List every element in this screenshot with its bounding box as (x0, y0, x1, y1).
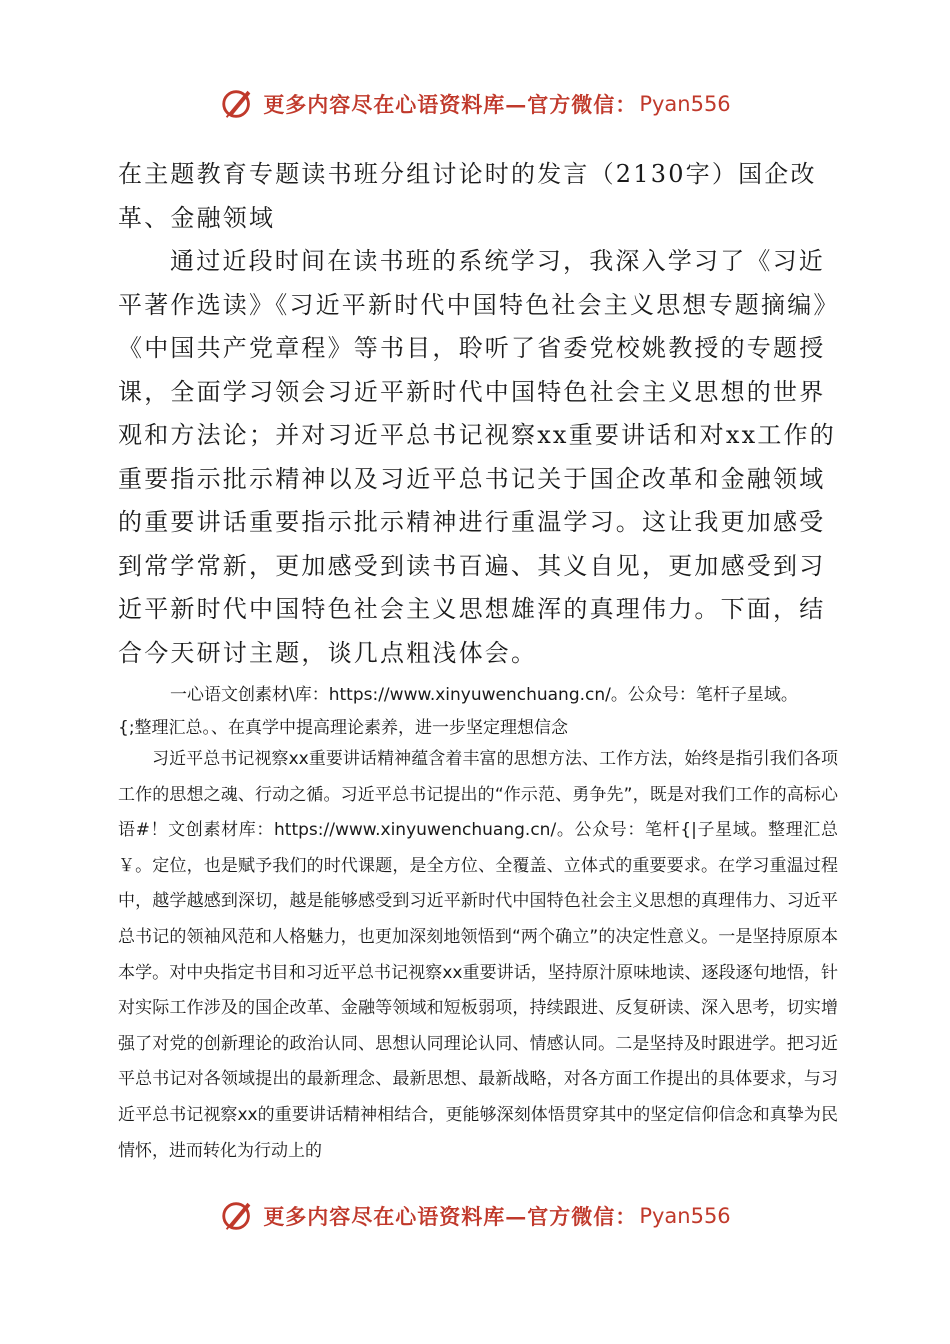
footer-banner (0, 1196, 950, 1236)
watermark-note-line1: 一心语文创素材\库：https://www.xinyuwenchuang.cn/。公众号：笔杆子星域。 (170, 685, 798, 705)
banner-text: 更多内容尽在心语资料库—官方微信： (263, 92, 638, 117)
document-title: 在主题教育专题读书班分组讨论时的发言（2130字）国企改革、金融领域 (118, 160, 817, 232)
header-banner (0, 84, 950, 124)
body-paragraph: 习近平总书记视察xx重要讲话精神蕴含着丰富的思想方法、工作方法，始终是指引我们各项工作的思想之魂、行动之循。习近平总书记提出的“作示范、勇争先”，既是对我们工作的高标心语#！文创素材库：https://www.xinyuwenchuang.cn/。公众号：笔杆{|子星域。整理汇总￥。定位，也是赋予我们的时代课题，是全方位、全覆盖、立体式的重要要求。在学习重温过程中，越学越感到深切，越是能够感受到习近平新时代中国特色社会主义思想的真理伟力、习近平总书记的领袖风范和人格魅力，也更加深刻地领悟到“两个确立”的决定性意义。一是坚持原原本本学。对中央指定书目和习近平总书记视察xx重要讲话，坚持原汁原味地读、逐段逐句地悟，针对实际工作涉及的国企改革、金融等领域和短板弱项，持续跟进、反复研读、深入思考，切实增强了对党的创新理论的政治认同、思想认同理论认同、情感认同。二是坚持及时跟进学。把习近平总书记对各领域提出的最新理念、最新思想、最新战略，对各方面工作提出的具体要求，与习近平总书记视察xx的重要讲话精神相结合，更能够深刻体悟贯穿其中的坚定信仰信念和真挚为民情怀，进而转化为行动上的 (118, 749, 838, 1161)
banner-wechat-id: Pyan556 (639, 92, 731, 116)
banner-text: 更多内容尽在心语资料库—官方微信： (263, 1204, 638, 1229)
quill-logo-icon (219, 85, 257, 123)
quill-logo-icon (219, 1197, 257, 1235)
watermark-note-line2: {;整理汇总。、在真学中提高理论素养，进一步坚定理想信念 (118, 718, 569, 738)
intro-paragraph: 通过近段时间在读书班的系统学习，我深入学习了《习近平著作选读》《习近平新时代中国特色社会主义思想专题摘编》《中国共产党章程》等书目，聆听了省委党校姚教授的专题授课，全面学习领会习近平新时代中国特色社会主义思想的世界观和方法论；并对习近平总书记视察xx重要讲话和对xx工作的重要指示批示精神以及习近平总书记关于国企改革和金融领域的重要讲话重要指示批示精神进行重温学习。这让我更加感受到常学常新，更加感受到读书百遍、其义自见，更加感受到习近平新时代中国特色社会主义思想雄浑的真理伟力。下面，结合今天研讨主题，谈几点粗浅体会。 (118, 247, 836, 667)
banner-wechat-id: Pyan556 (639, 1204, 731, 1228)
watermark-note (118, 679, 838, 745)
